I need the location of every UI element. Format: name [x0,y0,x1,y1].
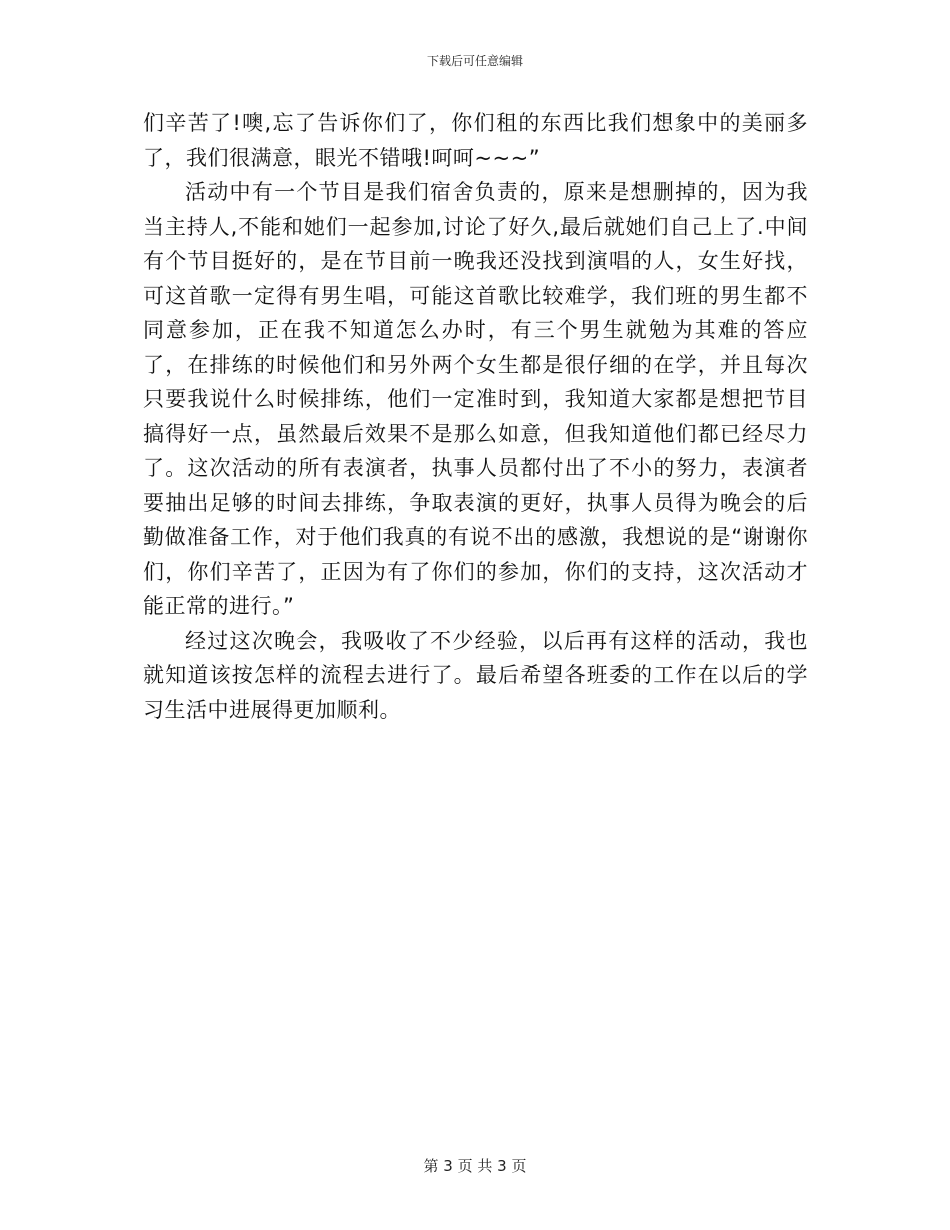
paragraph-1: 们辛苦了!噢,忘了告诉你们了，你们租的东西比我们想象中的美丽多了，我们很满意，眼光不错哦!呵呵~~~” [143,111,808,170]
header-note: 下载后可任意编辑 [426,54,523,68]
page-number: 第 3 页 共 3 页 [423,1157,527,1175]
paragraph-2: 活动中有一个节目是我们宿舍负责的，原来是想删掉的，因为我当主持人,不能和她们一起参加,讨论了好久,最后就她们自己上了.中间有个节目挺好的，是在节目前一晚我还没找到演唱的人，女生好找，可这首歌一定得有男生唱，可能这首歌比较难学，我们班的男生都不同意参加，正在我不知道怎么办时，有三个男生就勉为其难的答应了，在排练的时候他们和另外两个女生都是很仔细的在学，并且每次只要我说什么时候排练，他们一定准时到，我知道大家都是想把节目搞得好一点，虽然最后效果不是那么如意，但我知道他们都已经尽力了。这次活动的所有表演者，执事人员都付出了不小的努力，表演者要抽出足够的时间去排练，争取表演的更好，执事人员得为晚会的后勤做准备工作，对于他们我真的有说不出的感激，我想说的是“谢谢你们，你们辛苦了，正因为有了你们的参加，你们的支持，这次活动才能正常的进行。” [143,180,808,618]
paragraph-3: 经过这次晚会，我吸收了不少经验，以后再有这样的活动，我也就知道该按怎样的流程去进行了。最后希望各班委的工作在以后的学习生活中进展得更加顺利。 [143,628,808,722]
document-body [143,106,808,727]
